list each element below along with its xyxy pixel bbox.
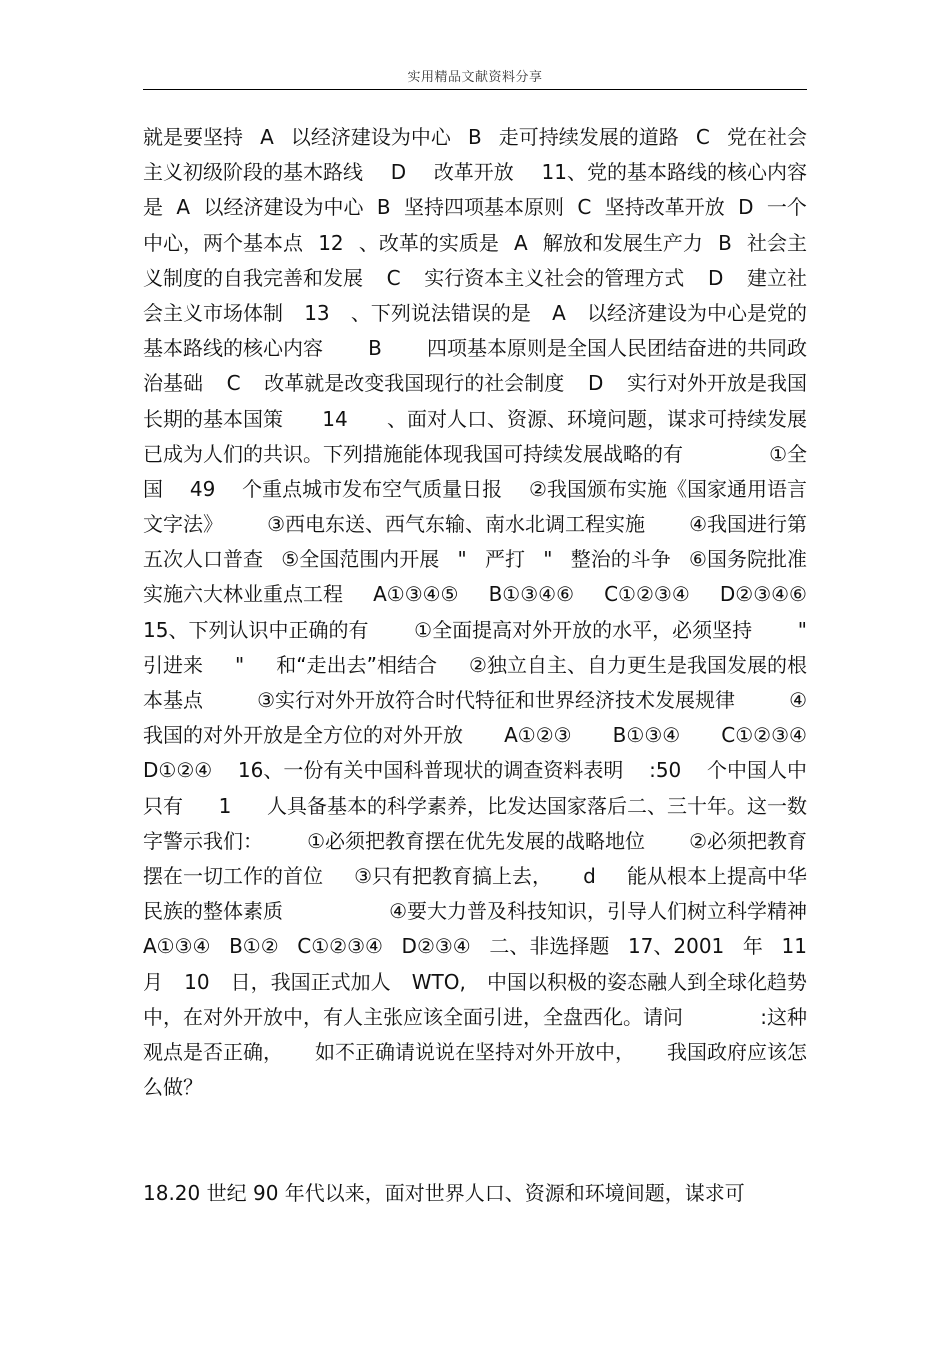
text-segment: 是 — [143, 195, 163, 220]
text-segment: 49 — [189, 476, 216, 501]
text-segment: 11、党的基本路线的核心内容 — [541, 160, 807, 185]
text-line — [143, 366, 807, 401]
text-line — [143, 226, 807, 261]
text-segment: B①③④⑥ — [488, 582, 575, 607]
text-segment: 走可持续发展的道路 — [498, 125, 679, 149]
text-segment: B — [467, 125, 482, 149]
text-segment: " — [797, 617, 807, 642]
text-segment: A — [260, 125, 274, 149]
text-segment: 13 — [304, 300, 330, 325]
text-segment: 年 — [742, 934, 763, 959]
text-segment: 已成为人们的共识。下列措施能体现我国可持续发展战略的有 — [143, 441, 683, 466]
text-line — [143, 261, 807, 296]
text-segment: 14 — [322, 406, 348, 431]
text-segment: 坚持四项基本原则 — [403, 195, 564, 220]
text-segment: 16、一份有关中国科普现状的调查资料表明 — [237, 758, 624, 783]
text-segment: 五次人口普查 — [143, 547, 263, 572]
text-segment: 建立社 — [747, 265, 807, 290]
text-segment: 中国以积极的姿态融人到全球化趋势 — [486, 969, 807, 994]
text-segment: WTO, — [411, 969, 466, 994]
text-segment: 坚持改革开放 — [604, 195, 725, 220]
text-segment: 义制度的自我完善和发展 — [143, 265, 363, 290]
text-segment: B①③④ — [612, 723, 681, 748]
text-segment: d — [583, 863, 596, 888]
text-line — [143, 155, 807, 190]
text-segment: C — [695, 125, 710, 149]
text-line — [143, 437, 807, 472]
text-segment: 实施六大林业重点工程 — [143, 582, 343, 607]
text-line — [143, 648, 807, 683]
text-segment: 中，在对外开放中，有人主张应该全面引进，全盘西化。请问 — [143, 1004, 683, 1029]
text-segment: 如不正确请说说在坚持对外开放中， — [315, 1039, 635, 1064]
text-line — [143, 1000, 807, 1035]
text-segment: 本基点 — [143, 688, 203, 712]
text-segment: D — [390, 160, 407, 185]
text-segment: B — [718, 230, 732, 255]
text-segment: 观点是否正确， — [143, 1039, 283, 1064]
body-text — [143, 120, 807, 1105]
text-segment: 文字法》 — [143, 512, 223, 537]
text-segment: 能从根本上提高中华 — [626, 863, 807, 888]
text-segment: 个中国人中 — [707, 758, 807, 783]
text-line — [143, 824, 807, 859]
text-segment: 社会主 — [747, 230, 807, 255]
text-segment: 1 — [218, 793, 232, 818]
text-line — [143, 789, 807, 824]
text-line — [143, 577, 807, 612]
text-segment: 四项基本原则是全国人民团结奋进的共同政 — [426, 336, 807, 361]
text-segment: 以经济建设为中心 — [290, 125, 451, 149]
text-segment: A①③④ — [143, 934, 211, 959]
text-segment: C — [226, 371, 241, 396]
text-segment: 只有 — [143, 793, 183, 818]
text-segment: 二、非选择题 — [489, 934, 610, 959]
text-segment: 实行资本主义社会的管理方式 — [424, 265, 685, 290]
text-line — [143, 683, 807, 718]
text-line — [143, 859, 807, 894]
text-segment: A — [514, 230, 528, 255]
text-line — [143, 472, 807, 507]
text-segment: ④ — [789, 688, 807, 712]
text-segment: C①②③④ — [721, 723, 807, 748]
text-segment: 摆在一切工作的首位 — [143, 863, 323, 888]
text-segment: C①②③④ — [604, 582, 690, 607]
text-segment: ②独立自主、自力更生是我国发展的根 — [469, 652, 807, 677]
text-line — [143, 718, 807, 753]
text-segment: 以经济建设为中心是党的 — [586, 300, 807, 325]
text-segment: 就是要坚持 — [143, 125, 243, 149]
text-segment: ③西电东送、西气东输、南水北调工程实施 — [267, 512, 645, 537]
text-segment: ②我国颁布实施《国家通用语言 — [529, 476, 807, 501]
text-line — [143, 190, 807, 225]
text-segment: C①②③④ — [297, 934, 383, 959]
text-segment: 12 — [318, 230, 344, 255]
text-segment: 日，我国正式加人 — [230, 969, 391, 994]
header-divider — [143, 89, 807, 90]
text-line — [143, 331, 807, 366]
text-segment: A①②③ — [504, 723, 572, 748]
text-segment: 和“走出去”相结合 — [276, 652, 437, 677]
text-segment: 引进来 — [143, 652, 203, 677]
text-line — [143, 542, 807, 577]
text-segment: 以经济建设为中心 — [203, 195, 364, 220]
text-segment: ③只有把教育搞上去， — [354, 863, 553, 888]
text-segment: " — [543, 547, 553, 572]
text-segment: ③实行对外开放符合时代特征和世界经济技术发展规律 — [257, 688, 735, 712]
text-segment: A — [176, 195, 191, 220]
text-line — [143, 402, 807, 437]
text-line — [143, 120, 807, 155]
text-segment: 解放和发展生产力 — [542, 230, 703, 255]
text-segment: 、下列说法错误的是 — [350, 300, 531, 325]
text-segment: " — [457, 547, 467, 572]
page-header: 实用精品文献资料分享 — [407, 70, 543, 85]
text-segment: 17、2001 — [627, 934, 725, 959]
text-segment: " — [235, 652, 245, 677]
text-segment: 我国政府应该怎 — [667, 1039, 807, 1064]
text-segment: :50 — [649, 758, 682, 783]
text-segment: 民族的整体素质 — [143, 899, 283, 924]
text-segment: 、面对人口、资源、环境问题，谋求可持续发展 — [386, 406, 807, 431]
text-segment: ①全 — [769, 441, 807, 466]
text-segment: 月 — [143, 969, 163, 994]
text-segment: 主义初级阶段的基木路线 — [143, 160, 363, 185]
text-line — [143, 507, 807, 542]
text-segment: C — [577, 195, 592, 220]
text-line — [143, 965, 807, 1000]
text-segment: ①必须把教育摆在优先发展的战略地位 — [307, 828, 645, 853]
text-line — [143, 894, 807, 929]
text-segment: 我国的对外开放是全方位的对外开放 — [143, 723, 463, 748]
text-segment: 11 — [781, 934, 807, 959]
text-segment: 改革开放 — [433, 160, 514, 185]
text-line — [143, 613, 807, 648]
text-segment: 严打 — [484, 547, 525, 572]
text-segment: B — [376, 195, 391, 220]
text-segment: 字警示我们： — [143, 828, 263, 853]
text-segment: 个重点城市发布空气质量日报 — [242, 476, 503, 501]
text-segment: D — [738, 195, 754, 220]
text-line — [143, 753, 807, 788]
text-segment: 人具备基本的科学素养，比发达国家落后二、三十年。这一数 — [266, 793, 807, 818]
text-segment: :这种 — [760, 1004, 807, 1029]
text-segment: D — [587, 371, 604, 396]
text-segment: 一个 — [766, 195, 807, 220]
text-segment: 10 — [184, 969, 210, 994]
question-18-start: 18.20 世纪 90 年代以来，面对世界人口、资源和环境间题，谋求可 — [143, 1181, 745, 1205]
text-segment: C — [386, 265, 401, 290]
text-line — [143, 929, 807, 964]
text-segment: 基本路线的核心内容 — [143, 336, 323, 361]
text-line — [143, 1070, 807, 1105]
text-segment: 中心，两个基本点 — [143, 230, 303, 255]
text-segment: 15、下列认识中正确的有 — [143, 617, 369, 642]
text-segment: 改革就是改变我国现行的社会制度 — [264, 371, 565, 396]
text-segment: 国 — [143, 476, 163, 501]
text-segment: D①②④ — [143, 758, 213, 783]
text-segment: B — [368, 336, 382, 361]
text-segment: 治基础 — [143, 371, 203, 396]
text-segment: ①全面提高对外开放的水平，必须坚持 — [414, 617, 753, 642]
text-segment: D — [707, 265, 724, 290]
text-segment: B①② — [229, 934, 279, 959]
text-segment: 么做？ — [143, 1075, 203, 1100]
text-line — [143, 1035, 807, 1070]
text-segment: ④要大力普及科技知识，引导人们树立科学精神 — [389, 899, 807, 924]
text-segment: 党在社会 — [726, 125, 807, 149]
text-segment: ⑥国务院批准 — [689, 547, 807, 572]
text-segment: 会主义市场体制 — [143, 300, 283, 325]
text-segment: 长期的基本国策 — [143, 406, 283, 431]
text-segment: D②③④ — [401, 934, 471, 959]
text-segment: ②必须把教育 — [689, 828, 807, 853]
text-segment: ⑤全国范围内开展 — [281, 547, 440, 572]
text-segment: A①③④⑤ — [373, 582, 459, 607]
text-segment: ④我国进行第 — [689, 512, 807, 537]
text-segment: A — [552, 300, 566, 325]
text-segment: 整治的斗争 — [570, 547, 671, 572]
text-segment: 实行对外开放是我国 — [627, 371, 807, 396]
text-segment: D②③④⑥ — [719, 582, 807, 607]
text-line — [143, 296, 807, 331]
text-segment: 、改革的实质是 — [358, 230, 499, 255]
